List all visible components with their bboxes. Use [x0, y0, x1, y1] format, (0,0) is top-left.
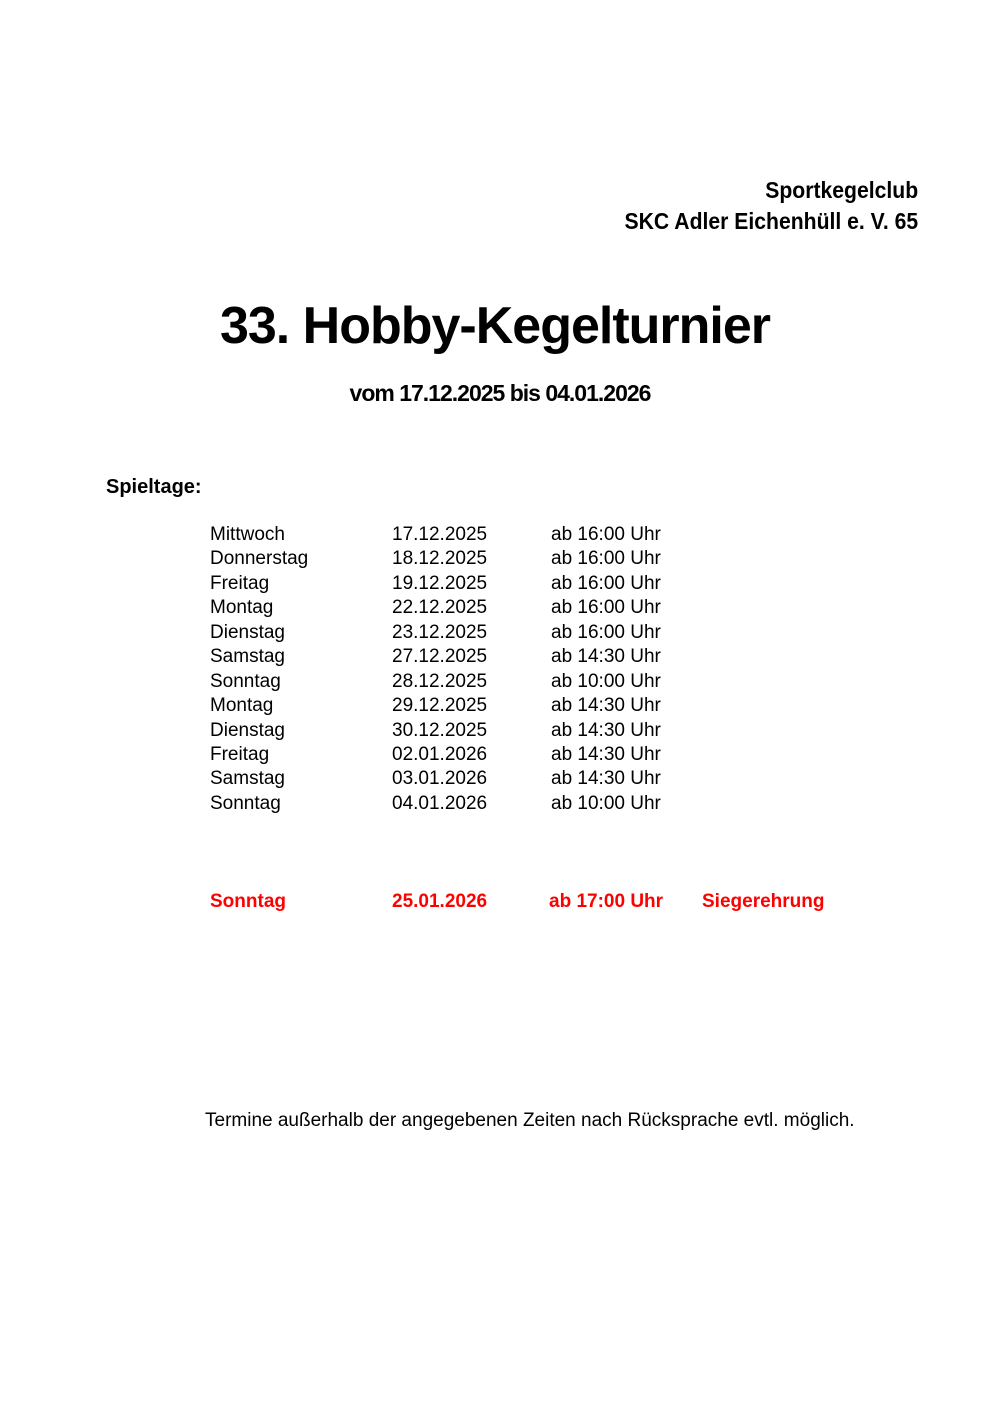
club-name-line1: Sportkegelclub	[765, 177, 918, 203]
schedule-time: ab 16:00 Uhr	[551, 621, 661, 643]
schedule-time: ab 16:00 Uhr	[551, 597, 661, 619]
schedule-date: 27.12.2025	[392, 646, 488, 668]
schedule-row	[210, 645, 701, 669]
schedule-row	[210, 670, 701, 694]
schedule-date: 19.12.2025	[392, 572, 488, 594]
schedule-day: Dienstag	[210, 719, 285, 741]
award-time: ab 17:00 Uhr	[549, 891, 664, 912]
date-range-subtitle: vom 17.12.2025 bis 04.01.2026	[349, 380, 651, 406]
schedule-time: ab 16:00 Uhr	[551, 524, 661, 545]
schedule-date: 03.01.2026	[392, 768, 488, 790]
schedule-row	[210, 719, 701, 743]
schedule-row	[210, 743, 701, 767]
club-name-line2: SKC Adler Eichenhüll e. V. 65	[624, 208, 918, 234]
schedule-date: 28.12.2025	[392, 670, 488, 692]
schedule-day: Samstag	[210, 646, 285, 668]
schedule-time: ab 14:30 Uhr	[551, 646, 661, 668]
schedule-time: ab 14:30 Uhr	[551, 768, 661, 790]
schedule-row	[210, 547, 701, 571]
schedule-row	[210, 621, 701, 645]
schedule-date: 30.12.2025	[392, 719, 488, 741]
schedule-time: ab 10:00 Uhr	[551, 670, 661, 692]
schedule-date: 23.12.2025	[392, 621, 488, 643]
club-header	[624, 175, 918, 237]
schedule-row	[210, 596, 701, 620]
schedule-date: 02.01.2026	[392, 743, 488, 765]
schedule-day: Freitag	[210, 743, 270, 765]
footnote: Termine außerhalb der angegebenen Zeiten nach Rücksprache evtl. möglich.	[205, 1110, 855, 1131]
schedule-date: 04.01.2026	[392, 792, 488, 814]
schedule-day: Freitag	[210, 572, 270, 594]
schedule-list	[210, 523, 701, 816]
schedule-time: ab 10:00 Uhr	[551, 792, 661, 814]
schedule-date: 17.12.2025	[392, 524, 488, 545]
schedule-time: ab 16:00 Uhr	[551, 548, 661, 570]
award-ceremony-row	[210, 888, 824, 916]
schedule-row	[210, 523, 701, 547]
schedule-row	[210, 572, 701, 596]
schedule-date: 18.12.2025	[392, 548, 488, 570]
schedule-time: ab 14:30 Uhr	[551, 719, 661, 741]
schedule-row	[210, 694, 701, 718]
schedule-row	[210, 792, 701, 816]
schedule-day: Sonntag	[210, 792, 281, 814]
schedule-time: ab 14:30 Uhr	[551, 695, 661, 717]
page-title: 33. Hobby-Kegelturnier	[219, 297, 771, 355]
schedule-date: 29.12.2025	[392, 695, 488, 717]
schedule-day: Dienstag	[210, 621, 285, 643]
schedule-date: 22.12.2025	[392, 597, 488, 619]
schedule-row	[210, 767, 701, 791]
award-label: Siegerehrung	[702, 891, 825, 912]
award-date: 25.01.2026	[392, 891, 488, 912]
award-day: Sonntag	[210, 891, 286, 912]
schedule-day: Donnerstag	[210, 548, 309, 570]
schedule-day: Samstag	[210, 768, 285, 790]
schedule-day: Mittwoch	[210, 524, 285, 545]
schedule-day: Montag	[210, 695, 274, 717]
schedule-day: Montag	[210, 597, 274, 619]
section-label-spieltage: Spieltage:	[106, 476, 202, 498]
schedule-time: ab 14:30 Uhr	[551, 743, 661, 765]
schedule-time: ab 16:00 Uhr	[551, 572, 661, 594]
schedule-day: Sonntag	[210, 670, 281, 692]
